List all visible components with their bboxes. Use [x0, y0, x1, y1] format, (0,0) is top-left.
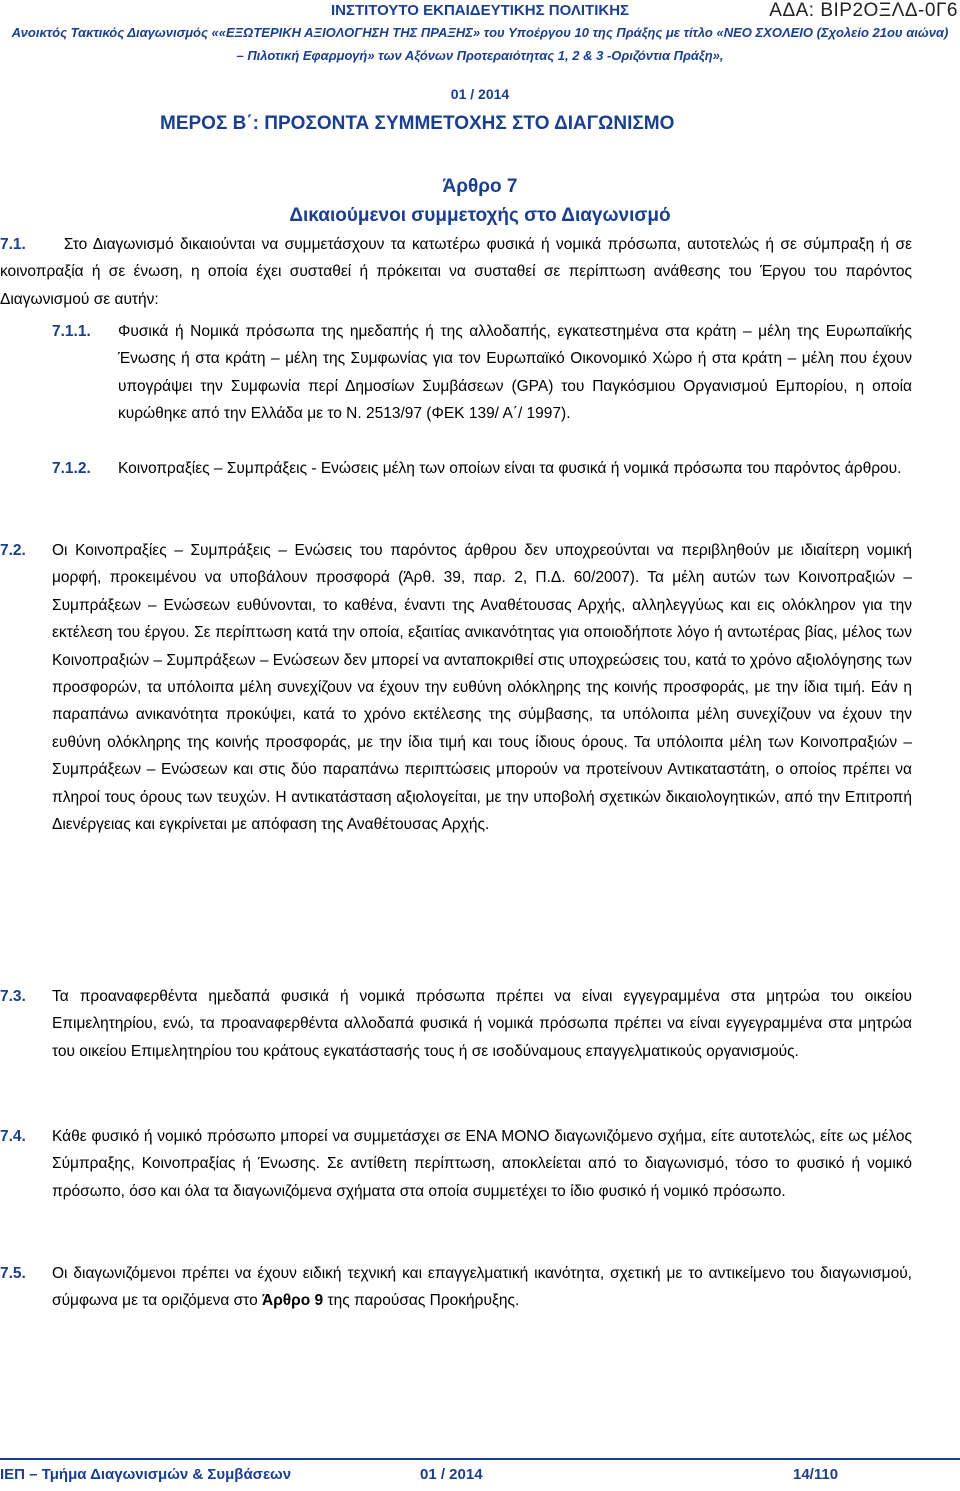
footer-department: ΙΕΠ – Τμήμα Διαγωνισμών & Συμβάσεων: [0, 1466, 292, 1483]
section-7-5: [0, 1260, 912, 1315]
section-number: 7.3.: [0, 988, 26, 1005]
section-7-2: [0, 537, 912, 838]
section-7-1-1: [52, 318, 912, 428]
tender-subtitle: Ανοικτός Τακτικός Διαγωνισμός ««ΕΞΩΤΕΡΙΚΗ ΑΞΙΟΛΟΓΗΣΗ ΤΗΣ ΠΡΑΞΗΣ» του Υποέργου 10 της Πράξης με τίτλο «ΝΕΟ ΣΧΟΛΕΙΟ (Σχολείο 21ου αιώνα) – Πιλοτική Εφαρμογή» των Αξόνων Προτεραιότητας 1, 2 & 3 -Οριζόντια Πράξη»,: [11, 25, 949, 63]
article-title: Δικαιούμενοι συμμετοχής στο Διαγωνισμό: [289, 205, 671, 226]
footer-divider: [0, 1458, 960, 1460]
section-text: Τα προαναφερθέντα ημεδαπά φυσικά ή νομικά πρόσωπα πρέπει να είναι εγγεγραμμένα στα μητρώα του οικείου Επιμελητηρίου, ενώ, τα προαναφερθέντα αλλοδαπά φυσικά ή νομικά πρόσωπα πρέπει να είναι εγγεγραμμένα στα μητρώα του οικείου Επιμελητηρίου του κράτους εγκατάστασής τους ή σε ισοδύναμους επαγγελματικούς οργανισμούς.: [52, 988, 912, 1060]
section-number: 7.1.: [0, 236, 26, 253]
section-text-pre: Οι διαγωνιζόμενοι πρέπει να έχουν ειδική τεχνική και επαγγελματική ικανότητα, σχετική με το αντικείμενο του διαγωνισμού, σύμφωνα με τα οριζόμενα στο: [52, 1265, 912, 1310]
section-number: 7.1.2.: [52, 460, 91, 477]
footer-date: 01 / 2014: [420, 1466, 483, 1483]
part-title: ΜΕΡΟΣ Β΄: ΠΡΟΣΟΝΤΑ ΣΥΜΜΕΤΟΧΗΣ ΣΤΟ ΔΙΑΓΩΝΙΣΜΟ: [160, 113, 675, 134]
footer-page-number: 14/110: [793, 1466, 839, 1483]
section-number: 7.1.1.: [52, 323, 91, 340]
section-text: Κοινοπραξίες – Συμπράξεις - Ενώσεις μέλη των οποίων είναι τα φυσικά ή νομικά πρόσωπα του παρόντος άρθρου.: [118, 460, 902, 477]
section-7-4: [0, 1123, 912, 1205]
section-7-1-2: [52, 455, 912, 482]
article-number: Άρθρο 7: [442, 176, 518, 197]
ada-code: ΑΔΑ: ΒΙΡ2ΟΞΛΔ-0Γ6: [769, 0, 958, 21]
section-7-3: [0, 983, 912, 1065]
section-text: Στο Διαγωνισμό δικαιούνται να συμμετάσχουν τα κατωτέρω φυσικά ή νομικά πρόσωπα, αυτοτελώς ή σε σύμπραξη ή σε κοινοπραξία ή σε ένωση, η οποία έχει συσταθεί ή πρόκειται να συσταθεί σε περίπτωση ανάθεσης του Έργου του παρόντος Διαγωνισμού σε αυτήν:: [0, 236, 912, 308]
article-9-reference: Άρθρο 9: [262, 1292, 324, 1310]
institute-name: ΙΝΣΤΙΤΟΥΤΟ ΕΚΠΑΙΔΕΥΤΙΚΗΣ ΠΟΛΙΤΙΚΗΣ: [330, 2, 630, 19]
section-number: 7.2.: [0, 542, 26, 559]
section-text: Κάθε φυσικό ή νομικό πρόσωπο μπορεί να συμμετάσχει σε ΕΝΑ ΜΟΝΟ διαγωνιζόμενο σχήμα, είτε αυτοτελώς, είτε ως μέλος Σύμπραξης, Κοινοπραξίας ή Ένωσης. Σε αντίθετη περίπτωση, αποκλείεται από το διαγωνισμό, τόσο το φυσικό ή νομικό πρόσωπο, όσο και όλα τα διαγωνιζόμενα σχήματα στα οποία συμμετέχει το ίδιο φυσικό ή νομικό πρόσωπο.: [52, 1128, 912, 1200]
section-number: 7.4.: [0, 1128, 26, 1145]
section-text: Οι Κοινοπραξίες – Συμπράξεις – Ενώσεις του παρόντος άρθρου δεν υποχρεούνται να περιβληθούν με ιδιαίτερη νομική μορφή, προκειμένου να υποβάλουν προσφορά (Άρθ. 39, παρ. 2, Π.Δ. 60/2007). Τα μέλη αυτών των Κοινοπραξιών – Συμπράξεων – Ενώσεων ευθύνονται, το καθένα, έναντι της Αναθέτουσας Αρχής, αλληλεγγύως και εις ολόκληρον για την εκτέλεση του έργου. Σε περίπτωση κατά την οποία, εξαιτίας ανικανότητας για οποιοδήποτε λόγο ή αντωτέρας βίας, μέλος των Κοινοπραξιών – Συμπράξεων – Ενώσεων δεν μπορεί να ανταποκριθεί στις υποχρεώσεις του, κατά το χρόνο αξιολόγησης των προσφορών, τα υπόλοιπα μέλη συνεχίζουν να έχουν την ευθύνη ολόκληρης της κοινής προσφοράς, με την ίδια τιμή. Εάν η παραπάνω ανικανότητα προκύψει, κατά το χρόνο εκτέλεσης της σύμβασης, τα υπόλοιπα μέλη συνεχίζουν να έχουν την ευθύνη ολόκληρης της κοινής προσφοράς, με την ίδια τιμή και τους ίδιους όρους. Τα υπόλοιπα μέλη των Κοινοπραξιών – Συμπράξεων – Ενώσεων και στις δύο παραπάνω περιπτώσεις μπορούν να προτείνουν Αντικαταστάτη, ο οποίος πρέπει να πληροί τους όρους των τευχών. Η αντικατάσταση αξιολογείται, με την υποβολή σχετικών δικαιολογητικών, από την Επιτροπή Διενέργειας και εγκρίνεται με απόφαση της Αναθέτουσας Αρχής.: [52, 542, 912, 834]
section-number: 7.5.: [0, 1265, 26, 1282]
header-date: 01 / 2014: [450, 86, 510, 102]
section-text: [52, 1260, 912, 1315]
section-text: Φυσικά ή Νομικά πρόσωπα της ημεδαπής ή της αλλοδαπής, εγκατεστημένα στα κράτη – μέλη της Ευρωπαϊκής Ένωσης ή στα κράτη – μέλη της Συμφωνίας για τον Ευρωπαϊκό Οικονομικό Χώρο ή στα κράτη – μέλη που έχουν υπογράψει την Συμφωνία περί Δημοσίων Συμβάσεων (GPA) του Παγκόσμιου Οργανισμού Εμπορίου, η οποία κυρώθηκε από την Ελλάδα με το Ν. 2513/97 (ΦΕΚ 139/ Α΄/ 1997).: [118, 323, 912, 423]
section-7-1: [0, 231, 912, 313]
section-text-post: της παρούσας Προκήρυξης.: [323, 1292, 520, 1310]
